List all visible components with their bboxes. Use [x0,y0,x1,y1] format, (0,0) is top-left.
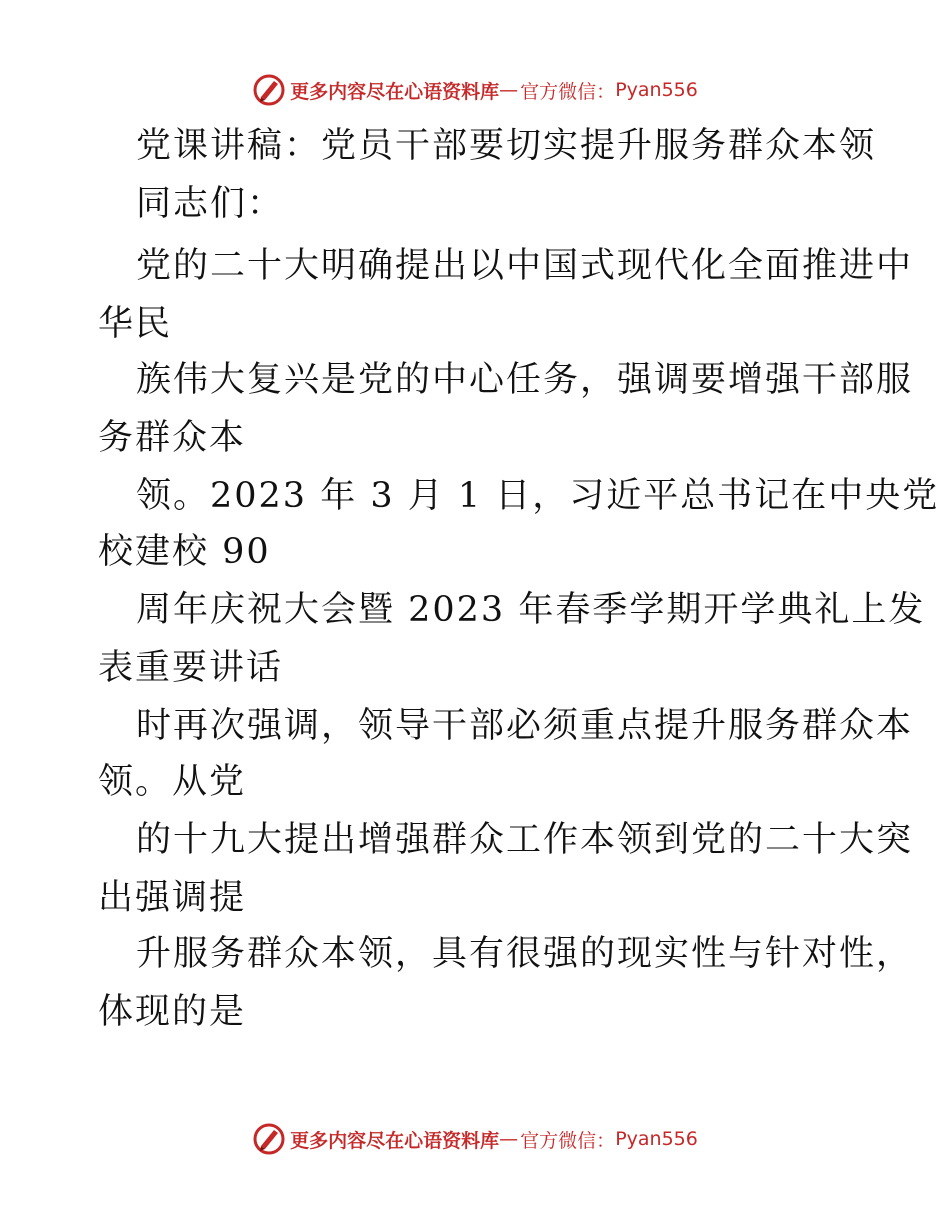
banner-wechat-label: 官方微信： [520,1129,616,1152]
banner-wechat-label: 官方微信： [520,80,616,103]
salutation: 同志们： [136,184,285,224]
paragraph-line: 务群众本 [98,418,247,458]
footer-banner [0,1119,950,1159]
paragraph-line: 党的二十大明确提出以中国式现代化全面推进中 [136,246,914,286]
pen-logo-icon [252,73,286,107]
paragraph-line: 时再次强调，领导干部必须重点提升服务群众本 [136,706,914,746]
document-title: 党课讲稿：党员干部要切实提升服务群众本领 [136,126,877,166]
paragraph-line: 出强调提 [98,878,247,918]
banner-dash: — [499,79,519,101]
paragraph-line: 表重要讲话 [98,648,284,688]
banner-dash: — [499,1128,519,1150]
paragraph-line: 的十九大提出增强群众工作本领到党的二十大突 [136,820,914,860]
paragraph-line: 华民 [98,304,173,344]
banner-text: 更多内容尽在心语资料库 [290,80,500,103]
banner-text: 更多内容尽在心语资料库 [290,1129,500,1152]
banner-wechat-id: Pyan556 [615,1128,698,1150]
header-banner [0,70,950,110]
paragraph-line: 周年庆祝大会暨 2023 年春季学期开学典礼上发 [136,590,926,630]
paragraph-line: 升服务群众本领，具有很强的现实性与针对性， [136,934,914,974]
paragraph-line: 体现的是 [98,992,247,1032]
pen-logo-icon [252,1122,286,1156]
paragraph-line: 校建校 90 [98,532,271,572]
paragraph-line: 领。2023 年 3 月 1 日，习近平总书记在中央党 [136,476,940,516]
banner-wechat-id: Pyan556 [615,79,698,101]
paragraph-line: 族伟大复兴是党的中心任务，强调要增强干部服 [136,360,914,400]
paragraph-line: 领。从党 [98,762,247,802]
